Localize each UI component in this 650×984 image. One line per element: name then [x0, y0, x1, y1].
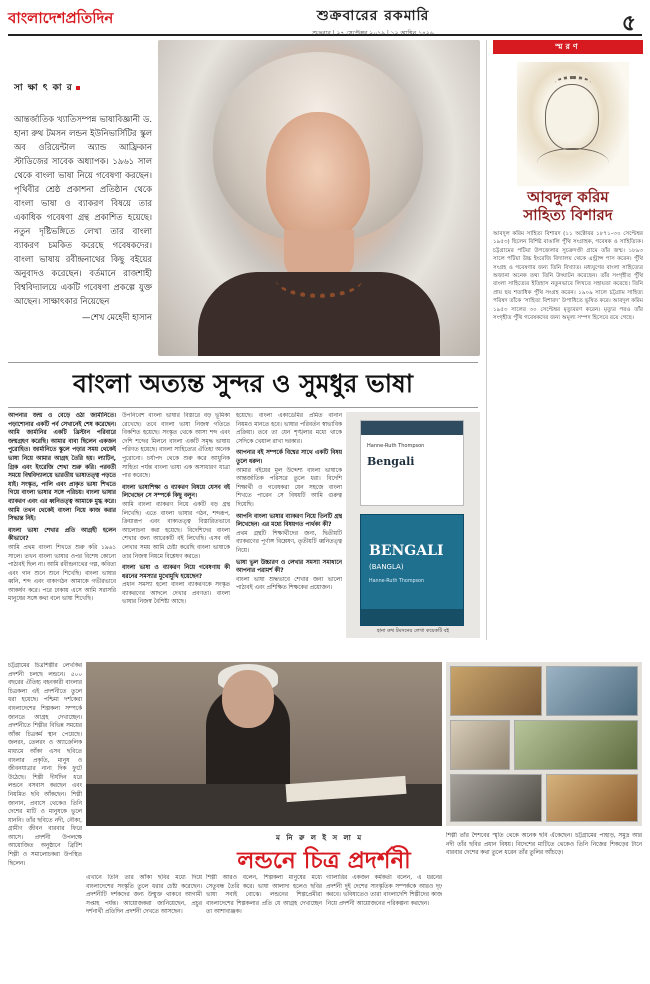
column-subhead: ভাষা ভুল উচ্চারণ ও লেখার সমস্যা সমাধানে আপনার পরামর্শ কী? [236, 559, 342, 575]
column-text: বাংলা ভাষা শুদ্ধভাবে শেখার জন্য ভালো পাঠ্যবই এবং প্রশিক্ষিত শিক্ষকের প্রয়োজন। [236, 576, 342, 592]
interview-headline: বাংলা অত্যন্ত সুন্দর ও সুমধুর ভাষা [8, 362, 478, 408]
interview-section [8, 40, 480, 360]
sketch-shoulders [537, 148, 609, 178]
artist-photo [86, 662, 442, 826]
photo-necklace [276, 262, 362, 298]
newspaper-logo[interactable] [8, 7, 158, 32]
book-cover-1 [360, 420, 464, 506]
painting-thumbnail [450, 720, 510, 770]
column-subhead: বাংলা ভাষাশিক্ষা ও ব্যাকরণ বিষয়ে যেসব বই লিখেছেন সে সম্পর্কে কিছু বলুন। [122, 484, 230, 500]
book-title: BENGALI [369, 543, 444, 559]
section-label-text: সা ক্ষা ৎ কা র [14, 83, 73, 93]
book-band [361, 421, 463, 435]
column-text: চট্টগ্রামের চিত্রশিল্পীর লেখকির প্রদর্শনী চলছে লন্ডনে। ৫০০ বছরের ঐতিহ্য বহনকারী বাংলার চিত্রকলা এই প্রদর্শনীতে তুলে ধরা হয়েছে। পশ্চিমা দর্শকেরা বাংলাদেশের শিল্পকলা সম্পর্কে জানতে আগ্রহ দেখাচ্ছেন। প্রদর্শনীতে শিল্পীর বিভিন্ন সময়ের আঁকা চিত্রকর্ম স্থান পেয়েছে। জলরং, তেলরং ও অ্যাক্রেলিক মাধ্যমে আঁকা এসব ছবিতে বাংলার প্রকৃতি, মানুষ ও জীবনযাত্রার নানা দিক ফুটে উঠেছে। শিল্পী দীর্ঘদিন ধরে লন্ডনে বসবাস করছেন এবং নিয়মিত ছবি আঁকছেন। [8, 663, 82, 798]
masthead [8, 4, 642, 36]
column-text: উপনিবেশ বাংলা ভাষার বিস্তারে বড় ভূমিকা রেখেছে। তবে বাংলা ভাষা নিজস্ব গতিতে বিকশিত হয়েছে। সংস্কৃত থেকে আসা শব্দ এবং দেশি শব্দের মিলনে বাংলা একটি সমৃদ্ধ ভাষায় পরিণত হয়েছে। বাংলা সাহিত্যের ঐতিহ্য অনেক পুরোনো। চর্যাপদ থেকে শুরু করে আধুনিক সাহিত্য পর্যন্ত বাংলা ভাষা এক অসাধারণ যাত্রা পার করেছে। [122, 413, 230, 480]
book-cover-2 [360, 514, 464, 626]
book-title: Bengali [367, 455, 415, 468]
book-covers [346, 412, 480, 638]
supplement-name: শুক্রবারের রকমারি [316, 8, 430, 24]
remembrance-title [493, 188, 643, 224]
sketch-cap [555, 76, 591, 90]
painting-thumbnail [546, 774, 638, 822]
intro-text: আন্তর্জাতিক খ্যাতিসম্পন্ন ভাষাবিজ্ঞানী ড. হানা রুথ টমসন লন্ডন ইউনিভার্সিটির স্কুল অব ওরিয়েন্টাল অ্যান্ড আফ্রিকান স্টাডিজের সাবেক অধ্যাপক। ১৯৬১ সাল থেকে বাংলা ভাষা নিয়ে গবেষণা করছেন। পৃথিবীর শ্রেষ্ঠ প্রকাশনা প্রতিষ্ঠান থেকে বাংলা ভাষা ও ব্যাকরণ বিষয়ে তার একাধিক গবেষণা গ্রন্থ প্রকাশিত হয়েছে। নতুন দৃষ্টিভঙ্গিতে লেখা তার বাংলা ব্যাকরণ চমকিত করেছে গবেষকদের। বাংলা ভাষায় রবীন্দ্রনাথের কিছু বইয়ের অনুবাদও করেছেন। বর্তমানে রাজশাহী বিশ্ববিদ্যালয়ে একটি গবেষণা প্রকল্পে যুক্ত আছেন। সাক্ষাৎকার নিয়েছেন [14, 114, 152, 306]
remembrance-header: স্মরণ [493, 40, 643, 54]
book-author: Hanne-Ruth Thompson [367, 443, 425, 449]
interviewee-photo [158, 40, 480, 356]
column-subhead: আপনার বই সম্পর্কে বিশ্বের সাথে একটি বিষয় তুলে ধরুন। [236, 450, 342, 465]
logo-text-2: প্রতিদিন [65, 8, 114, 27]
page-number: ৫ [621, 10, 636, 36]
sketch-face [545, 84, 599, 150]
interview-column-3 [236, 412, 342, 638]
remembrance-text: আবদুল করিম সাহিত্য বিশারদ (১১ অক্টোবর ১৮৭১–৩০ সেপ্টেম্বর ১৯৫৩) ছিলেন বিশিষ্ট বাঙালি পুঁথি সংগ্রাহক, গবেষক ও সাহিত্যিক। চট্টগ্রামের পটিয়া উপজেলার সুচক্রদণ্ডী গ্রামে তাঁর জন্ম। ১৮৯৩ সালে পটিয়া উচ্চ ইংরেজি বিদ্যালয় থেকে এন্ট্রান্স পাস করেন। পুঁথি সংগ্রহ ও গবেষণার জন্য তিনি বিখ্যাত। মধ্যযুগের বাংলা সাহিত্যের অজানা অনেক তথ্য তিনি উদ্ঘাটন করেছেন। তাঁর সংগৃহীত পুঁথি বাংলা সাহিত্যের ইতিহাস নতুনভাবে লিখতে সহায়তা করেছে। তিনি প্রায় ছয় শতাধিক পুঁথি সংগ্রহ করেন। ১৯০৯ সালে চট্টগ্রাম সাহিত্য পরিষদ তাঁকে ‘সাহিত্য বিশারদ’ উপাধিতে ভূষিত করে। আবদুল করিম ১৯৫৩ সালের ৩০ সেপ্টেম্বর মৃত্যুবরণ করেন। মৃত্যুর পরও তাঁর সংগৃহীত পুঁথি গবেষকদের জন্য অমূল্য সম্পদ হিসেবে রয়ে গেছে। [493, 231, 643, 322]
intro-byline: —শেখ মেহেদী হাসান [82, 312, 152, 322]
column-text: আপনার জন্ম ও বেড়ে ওঠা জার্মানিতে। পড়াশোনার একটি পর্ব সেখানেই শেষ করেছেন। আমি জার্মানির একটি খ্রিস্টান পরিবারে জন্মগ্রহণ করেছি। আমার বাবা ছিলেন একজন পুরোহিত। জার্মানিতে স্কুলে পড়ার সময় থেকেই ভাষা নিয়ে আমার আগ্রহ তৈরি হয়। ল্যাটিন, গ্রিক এবং ইংরেজি শেখা শুরু করি। পরবর্তী সময়ে বিশ্ববিদ্যালয়ে ভারতীয় ভাষাতত্ত্ব পড়তে যাই। সংস্কৃত, পালি এবং প্রাকৃত ভাষা শিখতে গিয়ে বাংলা ভাষার সঙ্গে পরিচয়। বাংলা ভাষার ব্যাকরণ এবং এর ধ্বনিতত্ত্ব আমাকে মুগ্ধ করে। আমি তখন থেকেই বাংলা নিয়ে কাজ করার সিদ্ধান্ত নিই। [8, 413, 116, 523]
interview-column-2 [122, 412, 230, 638]
book-author: Hanne-Ruth Thompson [369, 579, 425, 584]
supplement-header [238, 4, 508, 39]
column-subhead: বাংলা ভাষা শেখার প্রতি আগ্রহী হলেন কীভাবে? [8, 527, 116, 543]
column-subhead: বাংলা ভাষা ও ব্যাকরণ নিয়ে গবেষণায় কী ধরনের সমস্যার মুখোমুখি হয়েছেন? [122, 565, 230, 580]
issue-date: শুক্রবার | ২৭ সেপ্টেম্বর ২০১৯ | ১২ আশ্বিন ১৪২৬ [312, 30, 434, 37]
exhibition-column-1 [8, 662, 82, 978]
interview-intro [14, 112, 152, 324]
exhibition-byline: ম নি রু ল ই স লা ম [276, 834, 364, 842]
column-text: আমার বইয়ের মূল উদ্দেশ্য বাংলা ভাষাকে আন্তর্জাতিক পরিসরে তুলে ধরা। বিদেশি শিক্ষার্থী ও গবেষকরা যেন সহজে বাংলা শিখতে পারেন সে বিষয়টি আমি গুরুত্ব দিয়েছি। [236, 467, 342, 508]
column-text: আমি বাংলা ব্যাকরণ নিয়ে একটি বড় গ্রন্থ লিখেছি। এতে বাংলা ভাষার গঠন, শব্দরূপ, ক্রিয়ারূপ এবং বাক্যতত্ত্ব বিস্তারিতভাবে আলোচনা করা হয়েছে। বিদেশিদের বাংলা শেখার জন্য আরেকটি বই লিখেছি। এসব বই লেখার সময় আমি চেষ্টা করেছি বাংলা ভাষাকে তার নিজস্ব নিয়মে বিশ্লেষণ করতে। [122, 501, 230, 560]
logo-text: বাংলাদেশ [8, 8, 66, 27]
remembrance-honorific: সাহিত্য বিশারদ [523, 206, 613, 224]
painting-thumbnail [546, 666, 638, 716]
exhibition-column-2: এখানে তিনি তার আঁকা ছবির মধ্যে দিয়ে বাংলাদেশের সংস্কৃতি তুলে ধরার চেষ্টা করেছেন। প্রদর্শনীটি দর্শকদের জন্য উন্মুক্ত থাকবে আগামী সপ্তাহ পর্যন্ত। আয়োজকরা জানিয়েছেন, প্রচুর দর্শনার্থী প্রতিদিন প্রদর্শনী দেখতে আসছেন। [86, 875, 202, 916]
books-caption: হানা রুথ টমসনের লেখা কয়েকটি বই [376, 628, 450, 634]
column-subhead: আপনি বাংলা ভাষার ব্যাকরণ নিয়ে তিনটি গ্রন্থ লিখেছেন। এর মধ্যে বিষয়গত পার্থক্য কী? [236, 513, 342, 529]
paintings-collage [446, 662, 642, 826]
exhibition-column-3: শিল্পী আরও বলেন, শিল্পকলা মানুষের মধ্যে সেতুবন্ধ তৈরি করে। ভাষা আলাদা হলেও ছবির ভাষা সবাই বোঝে। লন্ডনের শিল্পপ্রেমীরা বাংলাদেশের শিল্পকলার প্রতি যে আগ্রহ দেখাচ্ছেন তা আশাব্যঞ্জক। [206, 875, 322, 916]
square-bullet-icon [76, 86, 80, 90]
remembrance-section [486, 40, 642, 640]
painting-thumbnail [514, 720, 638, 770]
column-text: প্রথম গ্রন্থটি শিক্ষার্থীদের জন্য, দ্বিতীয়টি ব্যাকরণের পূর্ণাঙ্গ বিশ্লেষণ, তৃতীয়টি ধ্বনিতত্ত্ব নিয়ে। [236, 530, 342, 554]
portrait-sketch [517, 62, 629, 186]
column-text: শিল্পী জানান, প্রবাসে থেকেও তিনি দেশের মাটি ও মানুষকে ভুলে যাননি। তাঁর ছবিতে নদী, নৌকা, গ্রামীণ জীবন বারবার ফিরে আসে। প্রদর্শনী উপলক্ষে আয়োজিত অনুষ্ঠানে ব্রিটিশ শিল্পী ও সমালোচকরা উপস্থিত ছিলেন। [8, 791, 82, 867]
photo-face [266, 112, 370, 242]
column-text: প্রধান সমস্যা হলো বাংলা ব্যাকরণকে সংস্কৃত ব্যাকরণের আদলে দেখার প্রবণতা। বাংলা ভাষার নিজস্ব বৈশিষ্ট্য আছে। [122, 582, 230, 606]
book-subtitle: (BANGLA) [369, 563, 404, 571]
exhibition-column-4: গ্যালারির একজন কর্মকর্তা বলেন, এ ধরনের প্রদর্শনী দুই দেশের সাংস্কৃতিক সম্পর্ককে আরও দৃঢ় করবে। ভবিষ্যতেও তারা বাংলাদেশি শিল্পীদের কাজ নিয়ে প্রদর্শনী আয়োজনের পরিকল্পনা করছেন। [326, 875, 442, 907]
painting-thumbnail [450, 666, 542, 716]
section-label [14, 80, 80, 95]
exhibition-column-5: শিল্পী তাঁর শৈশবের স্মৃতি থেকে অনেক ছবি এঁকেছেন। চট্টগ্রামের পাহাড়, সমুদ্র আর নদী তাঁর ছবির প্রধান বিষয়। বিদেশের মাটিতে থেকেও তিনি নিজের শিকড়ের টানে বারবার দেশের কথা তুলে ধরেন তাঁর তুলির আঁচড়ে। [446, 833, 642, 857]
book-band [361, 609, 463, 625]
exhibition-headline-text: লন্ডনে চিত্র প্রদর্শনী [237, 847, 411, 874]
photo-artist-head [222, 670, 274, 728]
interview-column-1 [8, 412, 116, 638]
remembrance-name: আবদুল করিম [527, 188, 609, 206]
painting-thumbnail [450, 774, 542, 822]
column-text: হয়েছে। বাংলা একাডেমির প্রমিত বানান নিয়মও মানতে হবে। ভাষার পরিবর্তন স্বাভাবিক প্রক্রিয়া। তবে তা যেন শৃঙ্খলার মধ্যে থাকে সেদিকে খেয়াল রাখা দরকার। [236, 413, 342, 445]
column-text: আমি প্রথম বাংলা শিখতে শুরু করি ১৯৬১ সালে। তখন বাংলা ভাষার ওপর বিশেষ কোনো পাঠ্যবই ছিল না। আমি রবীন্দ্রনাথের গল্প, কবিতা এবং গান শুনে শুনে শিখেছি। বাংলা ভাষার ধ্বনি, শব্দ এবং বাক্যগঠন আমাকে গভীরভাবে আকর্ষণ করে। পরে ঢাকায় এসে আমি সরাসরি মানুষের সঙ্গে কথা বলে ভাষা শিখেছি। [8, 544, 116, 603]
